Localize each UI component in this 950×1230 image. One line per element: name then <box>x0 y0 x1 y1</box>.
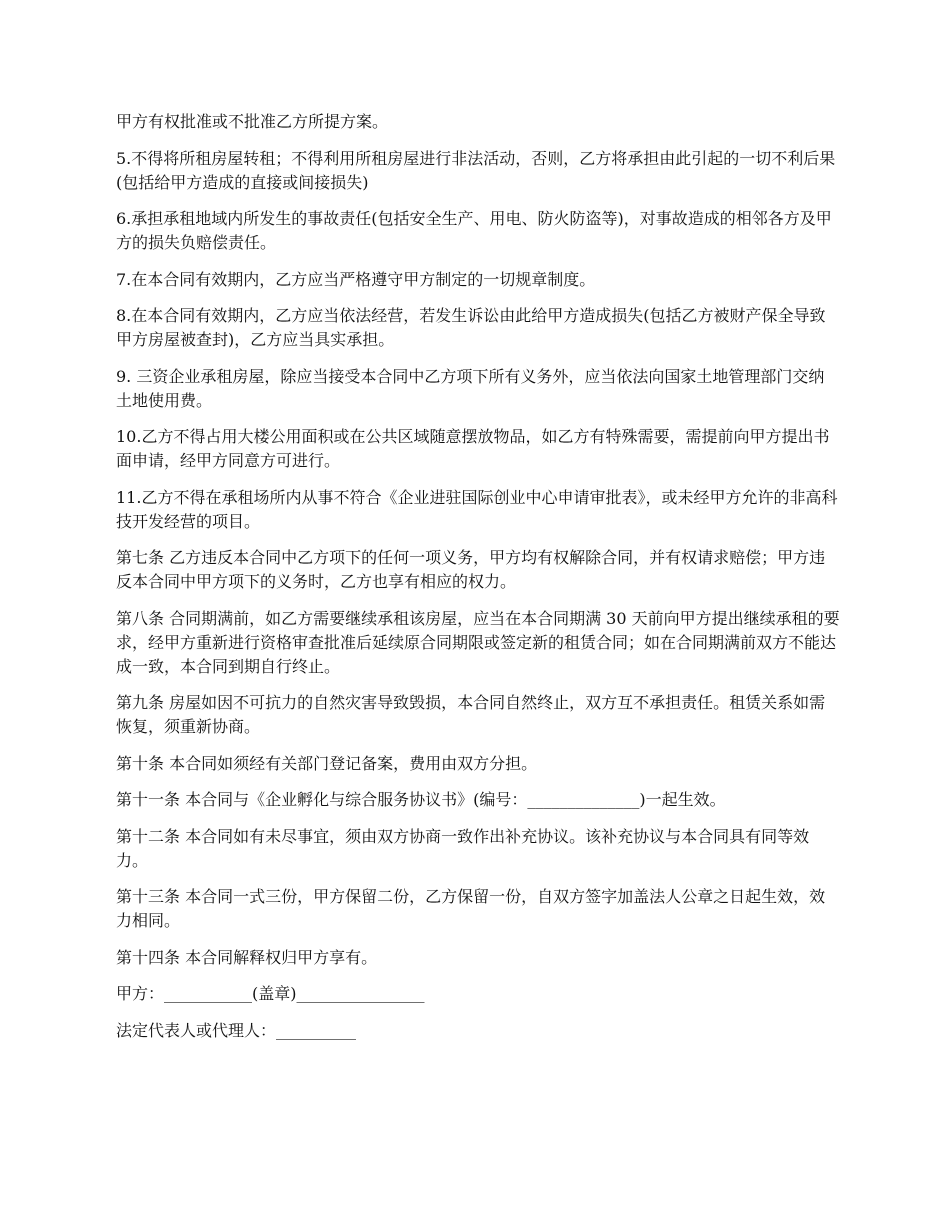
paragraph-approval-clause: 甲方有权批准或不批准乙方所提方案。 <box>116 112 389 131</box>
paragraph-clause-6: 6.承担承租地域内所发生的事故责任(包括安全生产、用电、防火防盗等)，对事故造成的相邻各方及甲方的损失负赔偿责任。 <box>116 209 832 252</box>
paragraph-article-13: 第十三条 本合同一式三份，甲方保留二份，乙方保留一份，自双方签字加盖法人公章之日起生效，效力相同。 <box>116 887 826 930</box>
paragraph-article-14: 第十四条 本合同解释权归甲方享有。 <box>116 947 378 967</box>
paragraph-clause-8: 8.在本合同有效期内，乙方应当依法经营，若发生诉讼由此给甲方造成损失(包括乙方被财产保全导致甲方房屋被查封)，乙方应当具实承担。 <box>116 306 826 349</box>
paragraph-article-9: 第九条 房屋如因不可抗力的自然灾害导致毁损，本合同自然终止，双方互不承担责任。租赁关系如需恢复，须重新协商。 <box>116 693 826 736</box>
paragraph-article-12: 第十二条 本合同如有未尽事宜，须由双方协商一致作出补充协议。该补充协议与本合同具有同等效力。 <box>116 826 810 870</box>
paragraph-article-7: 第七条 乙方违反本合同中乙方项下的任何一项义务，甲方均有权解除合同，并有权请求赔偿；甲方违反本合同中甲方项下的义务时，乙方也享有相应的权力。 <box>116 548 826 591</box>
paragraph-article-8: 第八条 合同期满前，如乙方需要继续承租该房屋，应当在本合同期满 30 天前向甲方提出继续承租的要求，经甲方重新进行资格审查批准后延续原合同期限或签定新的租赁合同；如在合同期满前双方不能达成一致，本合同到期自行终止。 <box>116 608 840 676</box>
paragraph-clause-9: 9. 三资企业承租房屋，除应当接受本合同中乙方项下所有义务外，应当依法向国家土地管理部门交纳土地使用费。 <box>116 366 825 410</box>
paragraph-article-11: 第十一条 本合同与《企业孵化与综合服务协议书》(编号：______________)一起生效。 <box>116 790 726 809</box>
paragraph-article-10: 第十条 本合同如须经有关部门登记备案，费用由双方分担。 <box>116 753 538 773</box>
paragraph-clause-5: 5.不得将所租房屋转租；不得利用所租房屋进行非法活动，否则，乙方将承担由此引起的一切不利后果(包括给甲方造成的直接或间接损失) <box>116 148 836 192</box>
signature-party-a: 甲方：___________(盖章)________________ <box>116 984 425 1003</box>
document-body <box>116 110 840 1055</box>
paragraph-clause-7: 7.在本合同有效期内，乙方应当严格遵守甲方制定的一切规章制度。 <box>116 269 596 289</box>
paragraph-clause-11: 11.乙方不得在承租场所内从事不符合《企业进驻国际创业中心申请审批表》，或未经甲方允许的非高科技开发经营的项目。 <box>116 487 838 531</box>
paragraph-clause-10: 10.乙方不得占用大楼公用面积或在公共区域随意摆放物品，如乙方有特殊需要，需提前向甲方提出书面申请，经甲方同意方可进行。 <box>116 427 830 470</box>
signature-representative: 法定代表人或代理人：__________ <box>116 1020 357 1040</box>
